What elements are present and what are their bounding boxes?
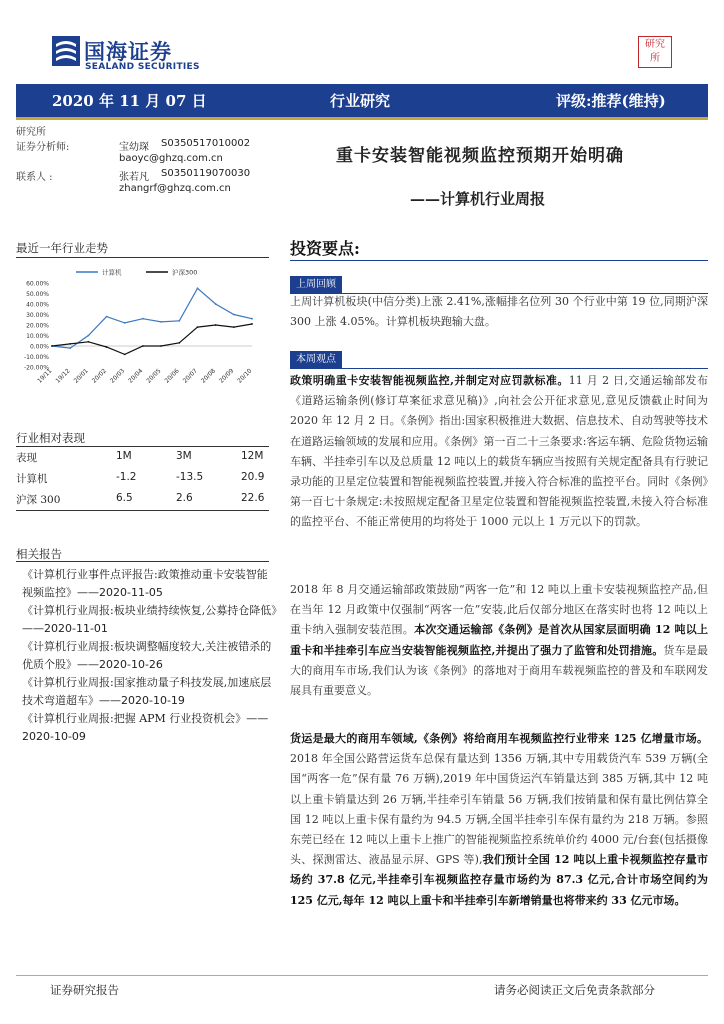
related-report-item[interactable] (22, 674, 278, 710)
performance-label-cell: 表现 (16, 452, 37, 464)
related-report-date: 2020-10-26 (99, 658, 163, 671)
legend-label: 沪深300 (172, 268, 198, 277)
data-point (87, 341, 89, 343)
data-point (197, 326, 199, 328)
related-report-item[interactable] (22, 602, 278, 638)
related-report-title: 《计算机行业事件点评报告:政策推动重卡安装智能视频监控》—— (22, 568, 268, 599)
data-point (251, 323, 253, 325)
x-tick-label: 20/03 (108, 367, 127, 385)
logo-chinese-name: 国海证券 (84, 40, 172, 64)
x-tick-label: 20/04 (127, 367, 145, 385)
x-tick-label: 20/08 (199, 367, 218, 385)
data-point (51, 345, 53, 347)
performance-value-cell: 3M (176, 450, 192, 462)
footer-left: 证券研究报告 (50, 983, 119, 997)
logo-english-name: SEALAND SECURITIES (85, 62, 200, 72)
y-tick-label: -10.00% (23, 354, 49, 361)
performance-value-cell: 22.6 (241, 492, 265, 504)
performance-header-row (16, 450, 269, 470)
y-tick-label: 30.00% (26, 312, 49, 319)
data-point (233, 314, 235, 316)
performance-label-cell: 计算机 (16, 473, 48, 485)
performance-row (16, 471, 269, 491)
view-paragraph-2-a: 2018 年 8 月交通运输部政策鼓励“两客一危”和 12 吨以上重卡安装视频监控产品,但在当年 12 月政策中仅强制“两客一危”安装,此后仅部分地区在落实时也将 12 吨以上重卡纳入强制安装范围。 (290, 583, 708, 637)
performance-label-cell: 沪深 300 (16, 494, 61, 506)
view-paragraph-3-lead: 货运是最大的商用车领域,《条例》将给商用车视频监控行业带来 125 亿增量市场。 (290, 732, 708, 745)
x-tick-label: 20/06 (163, 367, 181, 385)
data-point (69, 347, 71, 349)
data-point (124, 354, 126, 356)
x-tick-label: 20/01 (72, 367, 90, 385)
institute-label: 研究所 (16, 127, 46, 138)
related-report-date: 2020-11-01 (44, 622, 108, 635)
invest-divider (290, 260, 708, 261)
data-point (197, 287, 199, 289)
y-tick-label: 10.00% (26, 333, 49, 340)
trend-heading: 最近一年行业走势 (16, 241, 108, 255)
y-tick-label: 0.00% (29, 343, 49, 351)
view-paragraph-1-lead: 政策明确重卡安装智能视频监控,并制定对应罚款标准。 (290, 374, 569, 387)
data-point (178, 320, 180, 322)
data-point (106, 316, 108, 318)
contact-cert: S0350119070030 (161, 168, 251, 179)
view-paragraph-2-bold: 本次交通运输部《条例》是首次从国家层面明确 12 吨以上重卡和半挂牵引车应当安装智能视频监控,并提出了强力了监管和处罚措施。 (290, 623, 709, 657)
footer-divider (16, 975, 708, 976)
x-tick-label: 20/05 (145, 367, 163, 385)
x-tick-label: 19/11 (36, 367, 54, 385)
performance-value-cell: 1M (116, 450, 132, 462)
analyst-cert: S0350517010002 (161, 138, 251, 149)
series-line-computer (52, 288, 252, 348)
view-paragraph-3-conclusion: 我们预计全国 12 吨以上重卡视频监控存量市场约 37.8 亿元,半挂牵引车视频监控存量市场约为 87.3 亿元,合计市场空间约为 125 亿元,每年 12 吨以上重卡和半挂牵引车新增销量也将带来约 33 亿元市场。 (290, 853, 708, 907)
analyst-email[interactable]: baoyc@ghzq.com.cn (119, 153, 223, 164)
tag-this-week-line (290, 368, 708, 369)
view-paragraph-2-b: 货车是最大的商用车市场,我们认为该《条例》的落地对于商用车载视频监控的普及和车联网发展具有重要意义。 (290, 643, 709, 698)
research-stamp (638, 36, 672, 68)
x-tick-label: 20/07 (181, 367, 199, 385)
data-point (69, 343, 71, 345)
performance-bottom-line (16, 510, 269, 511)
related-divider (16, 561, 269, 562)
related-report-item[interactable] (22, 638, 278, 674)
data-point (215, 303, 217, 305)
data-point (87, 335, 89, 337)
performance-value-cell: -1.2 (116, 471, 137, 483)
stamp-line: 所 (650, 53, 660, 64)
performance-heading: 行业相对表现 (16, 431, 85, 445)
related-report-item[interactable] (22, 710, 278, 746)
contact-name: 张若凡 (119, 172, 149, 183)
contact-label: 联系人 : (16, 172, 53, 183)
sealand-logo-icon (52, 36, 80, 66)
y-tick-label: -20.00% (23, 364, 49, 372)
tag-last-week: 上周回顾 (290, 276, 342, 294)
x-tick-label: 20/02 (90, 367, 108, 385)
y-tick-label: 60.00% (26, 280, 49, 288)
related-report-title: 《计算机行业周报:板块调整幅度较大,关注被错杀的优质个股》—— (22, 640, 272, 671)
x-tick-label: 20/10 (236, 367, 254, 385)
trend-chart (16, 263, 260, 393)
data-point (233, 326, 235, 328)
related-heading: 相关报告 (16, 547, 62, 561)
x-tick-label: 20/09 (218, 367, 236, 385)
report-rating: 评级:推荐(维持) (556, 92, 666, 110)
report-subtitle: ——计算机行业周报 (410, 190, 546, 208)
data-point (215, 324, 217, 326)
data-point (178, 342, 180, 344)
stamp-line: 研究 (645, 39, 665, 50)
related-report-title: 《计算机行业周报:板块业绩持续恢复,公募持仓降低》—— (22, 604, 277, 635)
analyst-name: 宝幼琛 (119, 142, 149, 153)
y-tick-label: 50.00% (26, 291, 49, 298)
performance-value-cell: 2.6 (176, 492, 193, 504)
data-point (106, 346, 108, 348)
data-point (142, 345, 144, 347)
view-paragraph-2 (290, 580, 708, 701)
last-week-paragraph: 上周计算机板块(中信分类)上涨 2.41%,涨幅排名位列 30 个行业中第 19 位,同期沪深 300 上涨 4.05%。计算机板块跑输大盘。 (290, 295, 708, 329)
data-point (160, 321, 162, 323)
performance-value-cell: 6.5 (116, 492, 133, 504)
view-paragraph-1 (290, 371, 708, 533)
tag-this-week: 本周观点 (290, 351, 342, 369)
contact-email[interactable]: zhangrf@ghzq.com.cn (119, 183, 231, 194)
performance-value-cell: -13.5 (176, 471, 204, 483)
trend-chart-svg (16, 263, 260, 393)
related-report-date: 2020-10-19 (121, 694, 185, 707)
trend-divider (16, 257, 269, 258)
series-line-hs300 (52, 324, 252, 354)
related-report-title: 《计算机行业周报:把握 APM 行业投资机会》—— (22, 712, 269, 725)
view-paragraph-3-body: 2018 年全国公路营运货车总保有量达到 1356 万辆,其中专用载货汽车 539 万辆(全国“两客一危”保有量 76 万辆),2019 年中国货运汽车销量达到 385 万辆,其中 12 吨以上重卡销量达到 26 万辆,半挂牵引车销量 56 万辆,我们按销量和保有量比例估算全国 12 吨以上重卡保有量约为 94.5 万辆,全国半挂牵引车保有量约为 218 万辆。参照东莞已经在 12 吨以上重卡上推广的智能视频监控系统单价约 4000 元/台套(包括摄像头、探测雷达、液晶显示屏、GPS 等), (290, 752, 708, 867)
analyst-label: 证券分析师: (16, 142, 70, 153)
view-paragraph-1-body: 11 月 2 日,交通运输部发布《道路运输条例(修订草案征求意见稿)》,向社会公开征求意见,意见反馈截止时间为 2020 年 12 月 2 日。《条例》指出:国家积极推进大数据、信息技术、自动驾驶等技术在道路运输领域的发展和应用。《条例》第一百二十三条要求:客运车辆、危险货物运输车辆、半挂牵引车以及总质量 12 吨以上的载货车辆应当按照有关规定配备具有行驶记录功能的卫星定位装置和智能视频监控装置,并接入符合标准的监控平台。同时《条例》第一百七十条规定:未按照规定配备卫星定位装置和智能视频监控装置,未接入符合标准的监控平台、不能正常使用的均将处于 1000 元以上 1 万元以下的罚款。 (290, 374, 709, 529)
report-title: 重卡安装智能视频监控预期开始明确 (336, 146, 624, 166)
data-point (160, 345, 162, 347)
view-paragraph-3 (290, 729, 708, 911)
y-tick-label: 40.00% (26, 301, 49, 309)
legend-label: 计算机 (102, 268, 122, 277)
performance-divider (16, 446, 269, 447)
x-tick-label: 19/12 (54, 367, 72, 385)
related-report-item[interactable] (22, 566, 278, 602)
performance-value-cell: 20.9 (241, 471, 265, 483)
invest-heading: 投资要点: (290, 239, 360, 258)
footer-right: 请务必阅读正文后免责条款部分 (494, 983, 655, 997)
data-point (251, 318, 253, 320)
report-category: 行业研究 (330, 92, 391, 110)
report-date: 2020 年 11 月 07 日 (52, 92, 207, 110)
header-bar-accent (16, 117, 708, 120)
related-report-date: 2020-11-05 (99, 586, 163, 599)
related-report-title: 《计算机行业周报:国家推动量子科技发展,加速底层技术弯道超车》—— (22, 676, 272, 707)
related-report-date: 2020-10-09 (22, 730, 86, 743)
data-point (124, 322, 126, 324)
performance-value-cell: 12M (241, 450, 264, 462)
data-point (142, 318, 144, 320)
performance-row (16, 492, 269, 512)
y-tick-label: 20.00% (26, 322, 49, 330)
